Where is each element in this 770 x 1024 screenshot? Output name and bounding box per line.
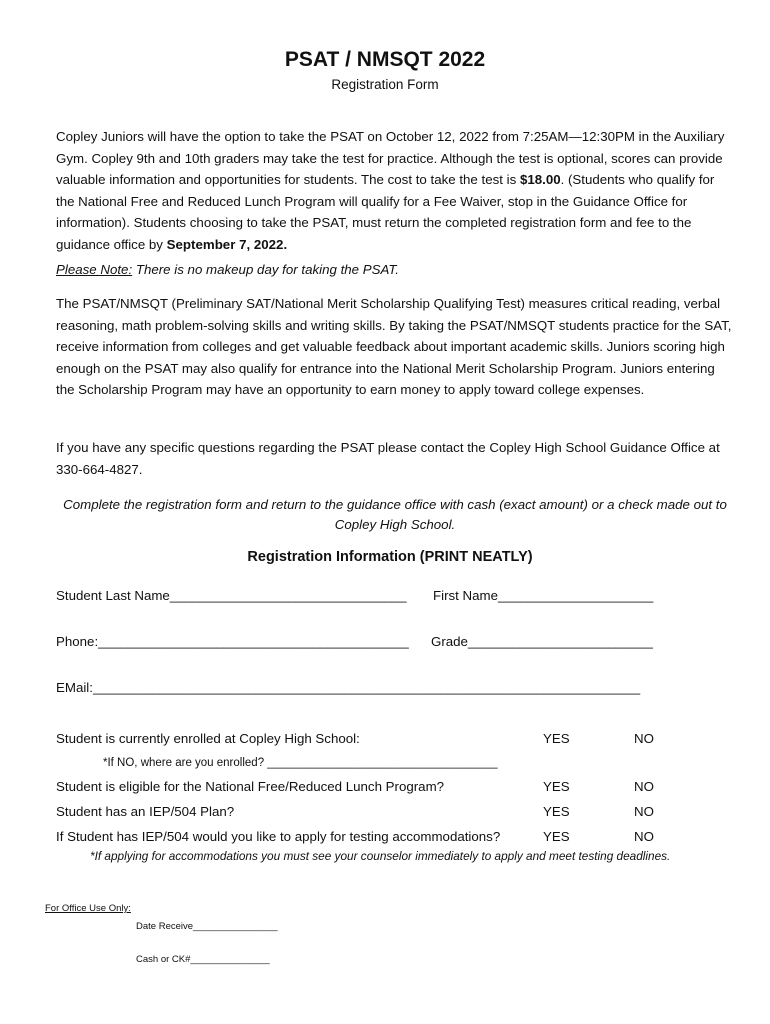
registration-deadline: September 7, 2022. bbox=[166, 236, 288, 252]
intro-text-continued: . (Students who qualify for the National Free and Reduced Lunch Program will qualify for a Fee Waiver, stop in the Guidance Office for information). Students choosing to take the PSAT, must return the completed registration form and fee to the guidance office by bbox=[56, 172, 715, 252]
enrolled-yes-option[interactable]: YES bbox=[543, 731, 570, 746]
enrolled-no-option[interactable]: NO bbox=[634, 731, 654, 746]
lunch-yes-option[interactable]: YES bbox=[543, 779, 570, 794]
note-label: Please Note: bbox=[56, 262, 133, 277]
question-lunch-program: Student is eligible for the National Free/Reduced Lunch Program? bbox=[56, 779, 445, 794]
contact-paragraph: If you have any specific questions regarding the PSAT please contact the Copley High School Guidance Office at 330-664-4827. bbox=[56, 440, 720, 477]
makeup-note bbox=[56, 259, 736, 281]
grade-field[interactable]: Grade_________________________ bbox=[431, 634, 653, 649]
note-text: There is no makeup day for taking the PSAT. bbox=[132, 262, 399, 277]
question-enrolled: Student is currently enrolled at Copley High School: bbox=[56, 731, 360, 746]
test-cost: $18.00 bbox=[519, 172, 561, 187]
iep-no-option[interactable]: NO bbox=[634, 804, 654, 819]
accommodations-no-option[interactable]: NO bbox=[634, 829, 654, 844]
phone-field[interactable]: Phone:__________________________________________ bbox=[56, 634, 409, 649]
page-subtitle: Registration Form bbox=[331, 77, 439, 92]
first-name-field[interactable]: First Name_____________________ bbox=[433, 588, 654, 603]
accommodations-yes-option[interactable]: YES bbox=[543, 829, 570, 844]
iep-yes-option[interactable]: YES bbox=[543, 804, 570, 819]
lunch-no-option[interactable]: NO bbox=[634, 779, 654, 794]
cash-check-field: Cash or CK#_______________ bbox=[136, 954, 270, 965]
intro-paragraph bbox=[56, 126, 736, 255]
intro-text: Copley Juniors will have the option to take the PSAT on October 12, 2022 from 7:25AM—12:30PM in the Auxiliary Gym. Copley 9th and 10th graders may take the test for practice. Although the test is optional, scores can provide valuable information and opportunities for students. The cost to take the test is bbox=[56, 129, 725, 187]
date-received-field: Date Receive________________ bbox=[136, 921, 278, 932]
accommodations-note: *If applying for accommodations you must see your counselor immediately to apply and meet testing deadlines. bbox=[90, 849, 671, 863]
last-name-field[interactable]: Student Last Name________________________________ bbox=[56, 588, 407, 603]
registration-heading: Registration Information (PRINT NEATLY) bbox=[247, 549, 533, 565]
about-paragraph: The PSAT/NMSQT (Preliminary SAT/National Merit Scholarship Qualifying Test) measures critical reading, verbal reasoning, math problem-solving skills and writing skills. By taking the PSAT/NMSQT students practice for the SAT, receive information from colleges and get valuable feedback about important academic skills. Juniors scoring high enough on the PSAT may also qualify for entrance into the National Merit Scholarship Program. Juniors entering the Scholarship Program may have an opportunity to earn money to apply toward college expenses. bbox=[56, 296, 732, 397]
submission-instructions: Complete the registration form and return to the guidance office with cash (exact amount) or a check made out to Copley High School. bbox=[63, 497, 727, 532]
office-use-label: For Office Use Only: bbox=[45, 903, 131, 914]
question-iep-plan: Student has an IEP/504 Plan? bbox=[56, 804, 235, 819]
if-no-enrolled-field[interactable]: *If NO, where are you enrolled? ____________________________________ bbox=[103, 757, 498, 769]
page-title: PSAT / NMSQT 2022 bbox=[284, 48, 486, 71]
question-accommodations: If Student has IEP/504 would you like to apply for testing accommodations? bbox=[56, 829, 501, 844]
email-field[interactable]: EMail:__________________________________________________________________________ bbox=[56, 680, 641, 695]
